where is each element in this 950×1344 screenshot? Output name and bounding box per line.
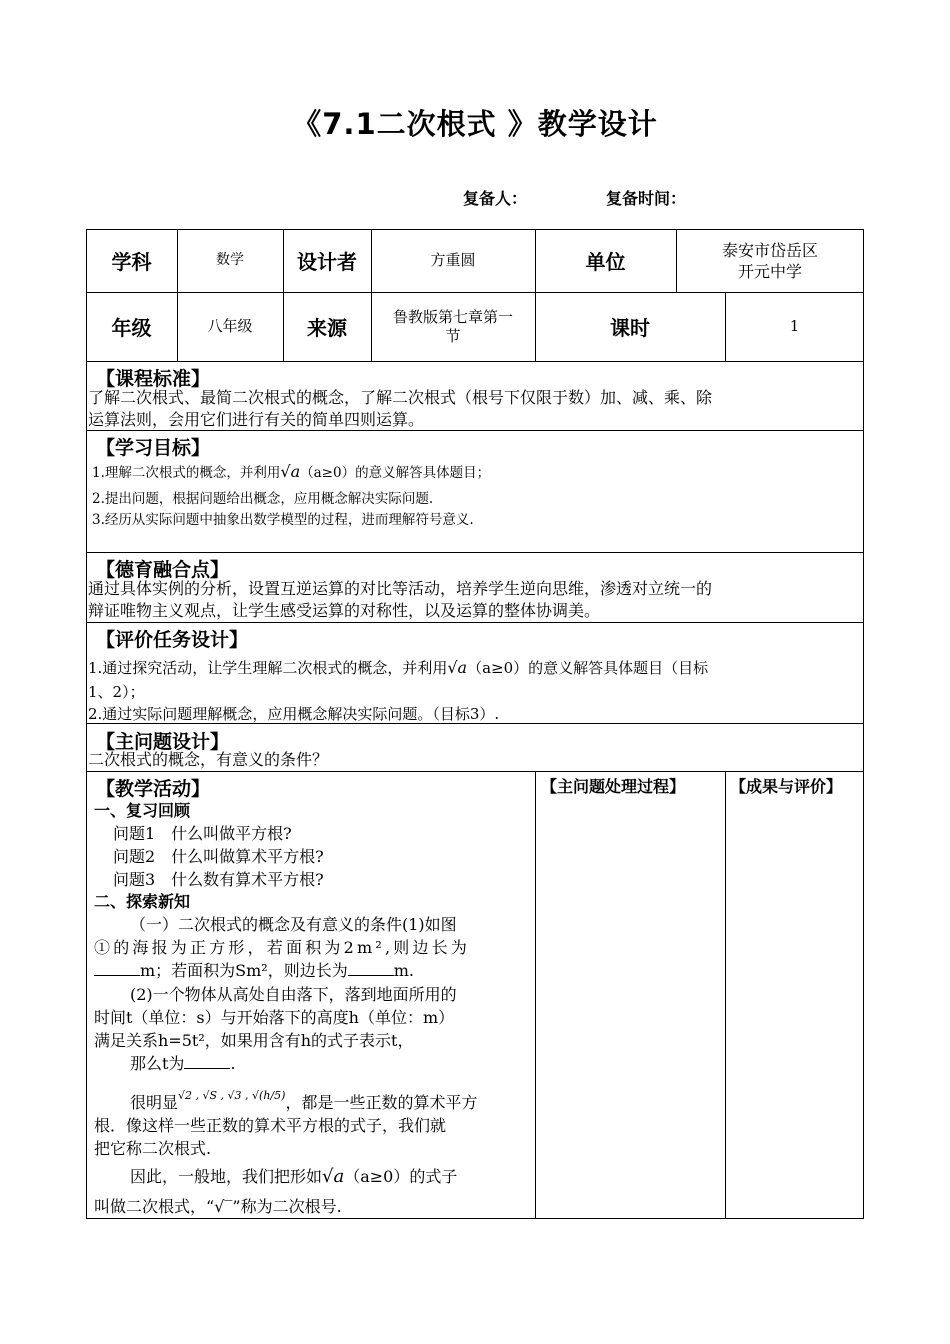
prep-time-label: 复备时间：: [606, 189, 687, 208]
document-title: 《7.1二次根式 》教学设计: [292, 107, 658, 141]
evaluation-1-line2: 1、2）；: [88, 683, 145, 701]
goal-1-post: （a≥0）的意义解答具体题目；: [300, 465, 491, 481]
designer-label: 设计者: [297, 250, 357, 274]
designer-value: 方重圆: [430, 251, 476, 269]
unit-value: [676, 229, 864, 292]
process-column-title: 【主问题处理过程】: [541, 777, 686, 796]
explore-p1-line3b: m.: [393, 961, 414, 980]
sqrt-a-symbol: √a: [322, 1166, 345, 1187]
unit-label: 单位: [585, 250, 626, 274]
evaluation-1-pre: 1.通过探究活动，让学生理解二次根式的概念，并利用: [88, 659, 448, 677]
goal-1-pre: 1.理解二次根式的概念，并利用: [92, 465, 281, 481]
period-value: 1: [789, 317, 800, 335]
moral-text: [88, 578, 858, 622]
subject-value: 数学: [216, 252, 244, 268]
evaluation-1-post: （a≥0）的意义解答具体题目（目标: [467, 659, 709, 677]
source-value-line1: 鲁教版第七章第一: [392, 307, 513, 326]
row-divider: [86, 771, 864, 772]
row-divider: [86, 622, 864, 623]
review-question-3: 问题3 什么数有算术平方根?: [113, 870, 324, 889]
evaluation-title: 【评价任务设计】: [96, 629, 249, 651]
activity-column-title: 【教学活动】: [96, 778, 211, 800]
explore-p3-line1: [130, 1089, 528, 1116]
explore-p2-line1: (2)一个物体从高处自由落下，落到地面所用的: [130, 985, 457, 1004]
standard-title: 【课程标准】: [96, 368, 211, 390]
goal-2: 2.提出问题，根据问题给出概念，应用概念解决实际问题.: [92, 491, 434, 507]
unit-value-line2: 开元中学: [737, 261, 802, 281]
explore-p1-line3: [94, 960, 528, 982]
explore-p1-line3a: m；若面积为Sm²，则边长为: [140, 961, 348, 980]
answer-blank: [348, 961, 394, 976]
review-question-1: 问题1 什么叫做平方根?: [113, 824, 292, 843]
goal-1: [92, 462, 490, 483]
row-divider: [86, 361, 864, 362]
review-question-2: 问题2 什么叫做算术平方根?: [113, 847, 324, 866]
review-heading: 一、复习回顾: [94, 801, 191, 820]
explore-p3-line2: 根．像这样一些正数的算术平方根的式子，我们就: [94, 1116, 447, 1135]
moral-line2: 辩证唯物主义观点，让学生感受运算的对称性，以及运算的整体协调美。: [88, 601, 601, 620]
source-value: [371, 292, 535, 361]
root-examples: √2 , √S , √3 , √(h/5): [178, 1089, 286, 1102]
evaluation-1: [88, 656, 858, 680]
result-column-title: 【成果与评价】: [730, 777, 843, 796]
explore-p4-line2-post: ”称为二次根号.: [232, 1197, 342, 1216]
answer-blank: [184, 1054, 230, 1069]
standard-text: [88, 387, 858, 431]
standard-line2: 运算法则，会用它们进行有关的简单四则运算。: [88, 410, 425, 429]
explore-p1-line2: ①的海报为正方形，若面积为2m²,则边长为: [94, 938, 471, 957]
goal-3: 3.经历从实际问题中抽象出数学模型的过程，进而理解符号意义.: [92, 512, 474, 528]
explore-p4-line1: [130, 1166, 528, 1188]
explore-p3-pre: 很明显: [130, 1093, 179, 1112]
unit-value-line1: 泰安市岱岳区: [721, 240, 818, 260]
answer-blank: [94, 961, 140, 976]
radical-sign-icon: √‾: [214, 1197, 233, 1216]
evaluation-text: [88, 656, 858, 726]
row-divider: [86, 552, 864, 553]
explore-p2-line2: 时间t（单位：s）与开始落下的高度h（单位：m）: [94, 1008, 455, 1027]
moral-title: 【德育融合点】: [96, 559, 230, 581]
standard-line1: 了解二次根式、最简二次根式的概念，了解二次根式（根号下仅限于数）加、减、乘、除: [88, 388, 713, 407]
main-question-title: 【主问题设计】: [96, 731, 230, 753]
sqrt-a-symbol: √a: [447, 658, 468, 677]
explore-p3-post: ，都是一些正数的算术平方: [285, 1093, 478, 1112]
explore-p4-pre: 因此，一般地，我们把形如: [130, 1167, 323, 1186]
explore-p1-line1: （一）二次根式的概念及有意义的条件(1)如图: [130, 915, 457, 934]
moral-line1: 通过具体实例的分析，设置互逆运算的对比等活动，培养学生逆向思维，渗透对立统一的: [88, 579, 713, 598]
grade-value: 八年级: [207, 317, 253, 335]
preparer-label: 复备人：: [463, 189, 528, 208]
source-value-line2: 节: [445, 326, 461, 345]
col-divider: [725, 771, 726, 1219]
explore-p2-line3: 满足关系h=5t²，如果用含有h的式子表示t，: [94, 1031, 414, 1050]
explore-p4-post: （a≥0）的式子: [344, 1167, 458, 1186]
explore-p2-line4: [130, 1053, 528, 1075]
explore-heading: 二、探索新知: [94, 892, 191, 911]
explore-p2-line4-end: .: [230, 1054, 236, 1073]
grade-label: 年级: [111, 316, 152, 340]
explore-p4-line2: [94, 1196, 528, 1218]
subject-label: 学科: [111, 250, 152, 274]
explore-p3-line3: 把它称二次根式.: [94, 1139, 212, 1158]
sqrt-a-symbol: √a: [280, 462, 301, 481]
main-question-text: 二次根式的概念，有意义的条件？: [88, 750, 329, 769]
evaluation-2: 2.通过实际问题理解概念，应用概念解决实际问题。（目标3）.: [88, 705, 500, 723]
period-label: 课时: [610, 316, 650, 340]
source-label: 来源: [307, 316, 347, 340]
goals-title: 【学习目标】: [96, 437, 211, 459]
explore-p2-line4-text: 那么t为: [130, 1054, 185, 1073]
explore-p4-line2-pre: 叫做二次根式，“: [94, 1197, 215, 1216]
